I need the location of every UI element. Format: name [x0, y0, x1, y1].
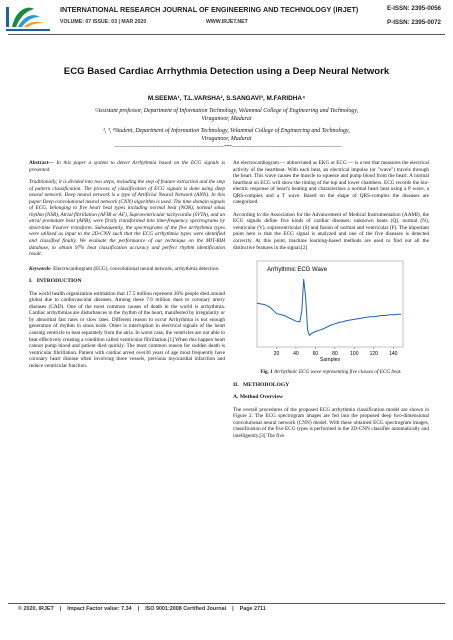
footer-divider — [8, 603, 445, 604]
footer-page-number: Page 2711 — [239, 606, 266, 612]
abstract-text-1: In this paper a system to detect Arrhythmia based on the ECG signals is presented. — [29, 160, 225, 173]
footer-copyright: © 2020, IRJET — [18, 606, 54, 612]
footer-separator: | — [232, 606, 234, 612]
irjet-logo-icon — [4, 3, 56, 43]
journal-website[interactable]: WWW.IRJET.NET — [206, 19, 248, 25]
x-tick-label: 120 — [369, 351, 378, 358]
page-footer — [18, 606, 266, 612]
footer-iso: ISO 9001:2008 Certified Journal — [145, 606, 227, 612]
method-overview-text: The overall procedures of the proposed ECG arrhythmia classification model are shown in Figure 2. The ECG spectrogram images are fed into the proposed deep two-dimensional convolutional neural network (CNN) model. With these obtained ECG spectrogram images, classification of the five ECG types is performed in the 2D-CNN classifier automatically and intelligently.[3] The five — [233, 406, 429, 439]
affiliation-1b: Viraganoor, Madurai — [201, 116, 252, 122]
paper-authors: M.SEEMA¹, T.L.VARSHA², S.SANGAVI³, M.FARIDHA⁴ — [147, 95, 306, 102]
keywords-paragraph — [29, 266, 225, 273]
chart-background — [247, 257, 407, 365]
section-2-number: II. — [233, 381, 239, 388]
chart-title: Arrhythmic ECG Wave — [267, 267, 328, 274]
volume-info: VOLUME: 07 ISSUE: 03 | MAR 2020 — [60, 19, 147, 25]
journal-header — [0, 0, 453, 58]
section-1-heading — [29, 278, 225, 285]
footer-impact-factor: Impact Factor value: 7.34 — [67, 606, 132, 612]
header-divider — [8, 34, 445, 35]
x-tick-label: 100 — [350, 351, 359, 358]
x-tick-label: 140 — [389, 351, 398, 358]
keywords-text: Electrocardiogram (ECG), convolutional neural network, arrhythmia detection. — [51, 265, 220, 272]
footer-separator: | — [137, 606, 140, 612]
x-tick-label: 20 — [273, 351, 280, 358]
section-2-title: METHODOLOGY — [242, 381, 290, 388]
section-1-title: INTRODUCTION — [36, 278, 82, 285]
paper-title: ECG Based Cardiac Arrhythmia Detection using a Deep Neural Network — [63, 66, 390, 77]
figure-caption — [233, 369, 429, 376]
figure-caption-text: Arrhythmic ECG wave representing five classes of ECG beat. — [272, 369, 402, 376]
x-axis-label: Samples — [319, 357, 341, 364]
right-column — [233, 160, 429, 445]
ecg-chart — [247, 257, 407, 365]
left-column — [29, 160, 225, 375]
e-issn: E-ISSN: 2395-0056 — [387, 5, 441, 12]
journal-name: INTERNATIONAL RESEARCH JOURNAL OF ENGINEERING AND TECHNOLOGY (IRJET) — [60, 5, 359, 14]
x-tick-label: 80 — [332, 351, 338, 358]
section-separator: ------------------------------------------------------------------***------------------------------------------------------------------ — [114, 145, 342, 150]
ecg-figure — [247, 257, 407, 365]
footer-separator: | — [59, 606, 62, 612]
figure-label: Fig. 1 — [260, 369, 273, 376]
affiliation-2a: ², ³, ⁴Student, Department of Information Technology, Velammal College of Engineering and Technology, — [103, 128, 350, 134]
abstract-label: Abstract— — [29, 160, 54, 166]
affiliation-2b: Viraganoor, Madurai — [201, 136, 252, 142]
abstract-paragraph-1 — [29, 160, 225, 173]
ecg-paragraph-2: According to the Association for the Advancement of Medical Instrumentation (AAMI), the ECG signals define five kinds of cardiac diseases: unknown beats (Q), normal (N), ventricular (V), supraventricular (S) and fusion of normal and ventricular (F). The important point here is that the ECG signal is analyzed and one of the five diseases is detected correctly. At this point, machine learning-based methods are used to find out all the distinctive features in the signal.[2] — [233, 211, 429, 251]
introduction-text: The world health organization estimation that 17.5 million represent 30% people died around global due to cardiovascular diseases. Among these 7.6 million dues to coronary artery diseases (CAD). One of the most common causes of death in the world is arrhythmia. Cardiac arrhythmias are disturbances in the rhythm of the heart, manifested by irregularity or by abnormal fast rates or slow rates. Different reason to occur Arrhythmia is not enough generation of rhythm in sinus node. Other is interruption in electrical signals of the heart causing ventricle to beat separately from the atria. In worst case, the ventricles are not able to beat effectively creating a condition called ventricular fibrillation.[1] When this happen heart cannot pump blood and patient died quickly. The most common reason for sudden death is ventricular fibrillation. Patient with cardiac arrest over30 years of age most frequently have coronary heart disease often involving three vessels, previous myocardial infarction and reduce ventricular function. — [29, 290, 225, 369]
affiliation-1a: ¹Assistant professor, Department of Information Technology, Velammal College of Engineering and Technology, — [94, 108, 359, 114]
keywords-label: Keywords- — [29, 265, 52, 272]
ecg-paragraph-1: An electrocardiogram — abbreviated as EKG or ECG — is a test that measures the electrical activity of the heartbeat. With each beat, an electrical impulse (or "wave") travels through the heart. This wave causes the muscle to squeeze and pump blood from the heart. A normal heartbeat on ECG will show the timing of the top and lower chambers. ECG records the bio-electric response of heart's beating and characterizes a normal heart beat using a P wave, a QRS-complex and a T wave. Based on the shape of QRS-complex the diseases are categorized. — [233, 160, 429, 206]
p-issn: P-ISSN: 2395-0072 — [387, 19, 441, 26]
section-2-heading — [233, 382, 429, 389]
x-tick-label: 40 — [293, 351, 299, 358]
section-1-number: I. — [29, 278, 33, 285]
abstract-paragraph-2: Traditionally, it is divided into two steps, including the step of feature extraction and the step of pattern classification. The process of classification of ECG signals is done using deep neural network. Deep neural network is a type of Artificial Neural Network (ANN). In this paper Deep convolutional neural network (CNN) algorithm is used. The time domain signals of ECG, belonging to five heart beat types including normal beat (NOR), normal sinus rhythm (NSR), Atrial fibrillation (AFIB or AF), Supraventricular tachycardia (SVTA), and an atrial premature beat (APB), were firstly transformed into time-frequency spectrograms by short-time Fourier transform. Subsequently, the spectrograms of the five arrhythmia types were utilized as input to the 2D-CNN such that the ECG arrhythmia types were identified and classified finally. We evaluate the performance of our technique on the MIT-BIH database, to obtain 97% beat classification accuracy and perfect rhythm identification result. — [29, 179, 225, 258]
x-tick-label: 60 — [312, 351, 319, 358]
subsection-a-heading: A. Method Overview — [233, 394, 283, 401]
